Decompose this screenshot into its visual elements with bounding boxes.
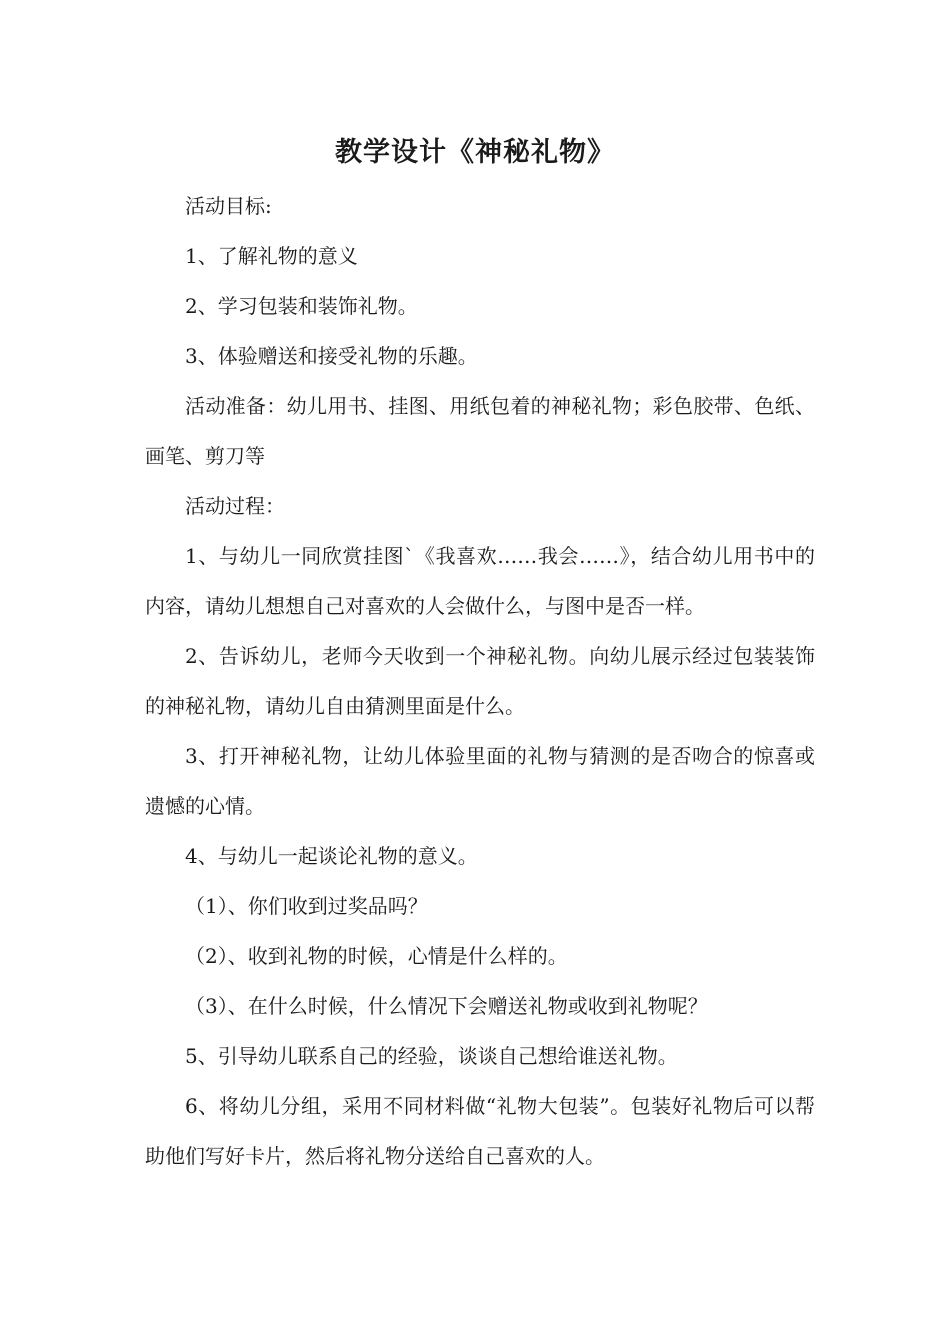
paragraph-question-1: （1）、你们收到过奖品吗？ (185, 894, 428, 918)
document-body (145, 181, 815, 1181)
paragraph-step-2: 2、告诉幼儿，老师今天收到一个神秘礼物。向幼儿展示经过包装装饰的神秘礼物，请幼儿自由猜测里面是什么。 (145, 644, 815, 718)
paragraph-goal-2: 2、学习包装和装饰礼物。 (185, 294, 418, 318)
paragraph-process-heading: 活动过程： (185, 494, 285, 518)
paragraph-preparation: 活动准备：幼儿用书、挂图、用纸包着的神秘礼物；彩色胶带、色纸、画笔、剪刀等 (145, 394, 815, 468)
document-title: 教学设计《神秘礼物》 (335, 137, 615, 168)
paragraph-goal-3: 3、体验赠送和接受礼物的乐趣。 (185, 344, 478, 368)
paragraph-goals-heading: 活动目标: (185, 194, 272, 218)
paragraph-step-3: 3、打开神秘礼物，让幼儿体验里面的礼物与猜测的是否吻合的惊喜或遗憾的心情。 (145, 744, 815, 818)
paragraph-step-1: 1、与幼儿一同欣赏挂图`《我喜欢……我会……》，结合幼儿用书中的内容，请幼儿想想自己对喜欢的人会做什么，与图中是否一样。 (145, 544, 815, 618)
paragraph-question-2: （2）、收到礼物的时候，心情是什么样的。 (185, 944, 568, 968)
paragraph-step-6: 6、将幼儿分组，采用不同材料做“礼物大包装”。包装好礼物后可以帮助他们写好卡片，然后将礼物分送给自己喜欢的人。 (145, 1094, 815, 1168)
paragraph-goal-1: 1、了解礼物的意义 (185, 244, 358, 268)
paragraph-step-5: 5、引导幼儿联系自己的经验，谈谈自己想给谁送礼物。 (185, 1044, 678, 1068)
paragraph-question-3: （3）、在什么时候，什么情况下会赠送礼物或收到礼物呢？ (185, 994, 708, 1018)
paragraph-step-4: 4、与幼儿一起谈论礼物的意义。 (185, 844, 478, 868)
